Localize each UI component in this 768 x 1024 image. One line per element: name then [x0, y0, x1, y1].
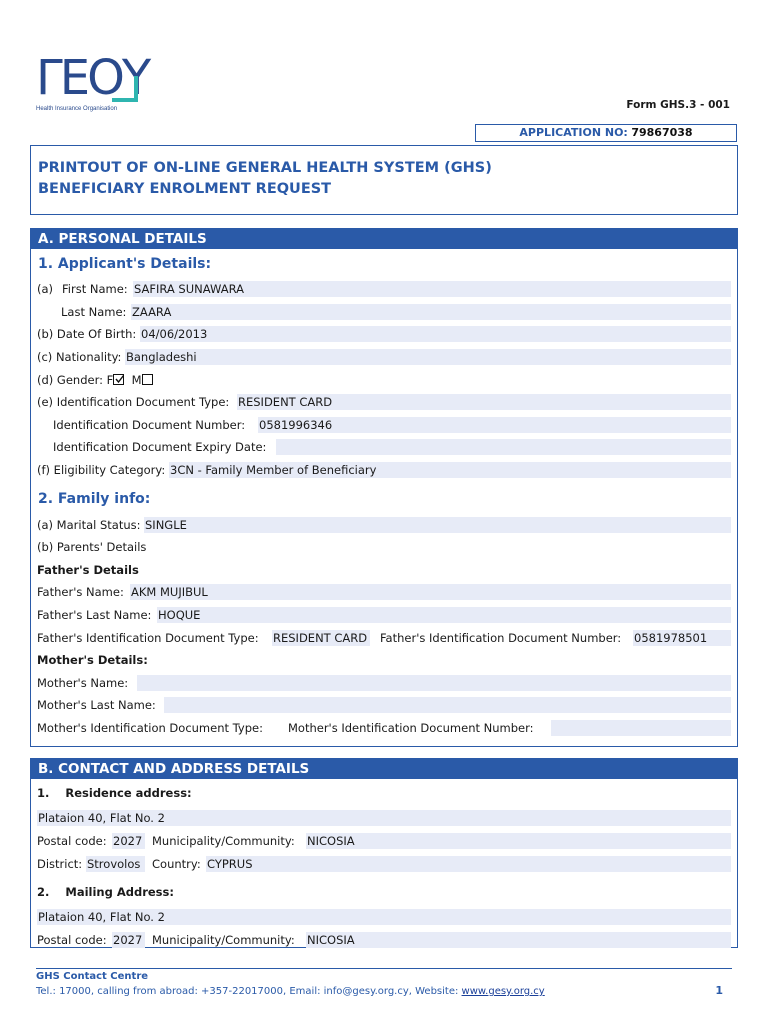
- form-number: Form GHS.3 - 001: [626, 99, 730, 111]
- first-name-field: SAFIRA SUNAWARA: [133, 281, 731, 297]
- footer-contact-text: Tel.: 17000, calling from abroad: +357-22017000, Email: info@gesy.org.cy, Website:: [36, 986, 462, 997]
- father-name-label: Father's Name:: [37, 585, 124, 599]
- residence-country-label: Country:: [152, 857, 201, 871]
- footer-contact: [36, 986, 545, 997]
- mother-id-number-label: Mother's Identification Document Number:: [288, 721, 534, 735]
- mother-last-field: [164, 697, 731, 713]
- mother-id-row: [37, 720, 731, 736]
- mother-name-field: [137, 675, 731, 691]
- id-expiry-row: [37, 439, 731, 455]
- section-personal-details: [30, 228, 738, 747]
- dob-label: (b) Date Of Birth:: [37, 327, 137, 341]
- mother-last-row: [37, 697, 731, 713]
- application-number-box: [475, 124, 737, 142]
- father-id-row: [37, 630, 731, 646]
- eligibility-label: (f) Eligibility Category:: [37, 463, 166, 477]
- mailing-postal-field: 2027: [112, 932, 145, 948]
- mother-id-number-field: [551, 720, 731, 736]
- id-type-field: RESIDENT CARD: [237, 394, 731, 410]
- residence-heading: 1. Residence address:: [37, 786, 192, 800]
- nationality-row: [37, 349, 731, 365]
- father-id-type-field: RESIDENT CARD: [272, 630, 370, 646]
- marital-label: (a) Marital Status:: [37, 518, 141, 532]
- mailing-postal-row: [37, 932, 731, 948]
- last-name-row: [37, 304, 731, 320]
- father-last-row: [37, 607, 731, 623]
- parents-row: [37, 539, 731, 555]
- father-id-number-label: Father's Identification Document Number:: [380, 631, 622, 645]
- dob-row: [37, 326, 731, 342]
- page-number: 1: [715, 984, 723, 997]
- gesy-logo: [36, 42, 156, 116]
- gender-row: [37, 372, 731, 388]
- eligibility-field: 3CN - Family Member of Beneficiary: [169, 462, 731, 478]
- residence-district-label: District:: [37, 857, 83, 871]
- marital-field: SINGLE: [144, 517, 731, 533]
- gender-m-checkbox[interactable]: [142, 374, 153, 385]
- gender-m-label: M: [131, 373, 142, 387]
- id-number-field: 0581996346: [258, 417, 731, 433]
- marital-row: [37, 517, 731, 533]
- family-info-heading: 2. Family info:: [38, 491, 151, 507]
- title-line-2: BENEFICIARY ENROLMENT REQUEST: [38, 181, 332, 197]
- mailing-postal-label: Postal code:: [37, 933, 107, 947]
- application-number: 79867038: [631, 126, 693, 139]
- section-a-heading: A. PERSONAL DETAILS: [31, 229, 737, 249]
- logo-wordmark: ΓΕΟΥ: [36, 50, 149, 106]
- id-type-label: (e) Identification Document Type:: [37, 395, 230, 409]
- residence-street-field: Plataion 40, Flat No. 2: [37, 810, 731, 826]
- residence-municipality-label: Municipality/Community:: [152, 834, 295, 848]
- footer-divider: [36, 968, 732, 969]
- parents-label: (b) Parents' Details: [37, 540, 147, 554]
- gender-f-label: F: [106, 373, 114, 387]
- gender-f-checkbox[interactable]: [113, 374, 124, 385]
- mother-last-label: Mother's Last Name:: [37, 698, 156, 712]
- id-expiry-label: Identification Document Expiry Date:: [53, 440, 267, 454]
- mother-name-row: [37, 675, 731, 691]
- father-name-field: AKM MUJIBUL: [130, 584, 731, 600]
- logo-org-name: Health Insurance Organisation: [36, 106, 118, 112]
- mother-heading: Mother's Details:: [37, 653, 148, 667]
- father-heading: Father's Details: [37, 563, 139, 577]
- id-expiry-field: [276, 439, 731, 455]
- footer-website-link[interactable]: www.gesy.org.cy: [461, 986, 545, 997]
- footer-title: GHS Contact Centre: [36, 971, 149, 982]
- mailing-street-field: Plataion 40, Flat No. 2: [37, 909, 731, 925]
- eligibility-row: [37, 462, 731, 478]
- residence-street-row: [37, 810, 731, 826]
- mailing-heading: 2. Mailing Address:: [37, 885, 174, 899]
- id-number-row: [37, 417, 731, 433]
- nationality-field: Bangladeshi: [125, 349, 731, 365]
- check-icon: [114, 374, 125, 385]
- residence-country-field: CYPRUS: [206, 856, 731, 872]
- application-label: APPLICATION NO:: [519, 126, 628, 139]
- mother-id-type-label: Mother's Identification Document Type:: [37, 721, 263, 735]
- nationality-label: (c) Nationality:: [37, 350, 122, 364]
- father-id-type-label: Father's Identification Document Type:: [37, 631, 259, 645]
- gender-label: (d) Gender:: [37, 373, 103, 387]
- applicant-details-heading: 1. Applicant's Details:: [38, 256, 212, 272]
- first-name-row: [37, 281, 731, 297]
- mailing-municipality-field: NICOSIA: [306, 932, 731, 948]
- father-last-field: HOQUE: [157, 607, 731, 623]
- mailing-municipality-label: Municipality/Community:: [152, 933, 295, 947]
- father-last-label: Father's Last Name:: [37, 608, 152, 622]
- mailing-street-row: [37, 909, 731, 925]
- title-line-1: PRINTOUT OF ON-LINE GENERAL HEALTH SYSTEM (GHS): [38, 160, 492, 176]
- residence-district-field: Strovolos: [86, 856, 145, 872]
- residence-district-row: [37, 856, 731, 872]
- father-name-row: [37, 584, 731, 600]
- last-name-field: ZAARA: [131, 304, 731, 320]
- id-type-row: [37, 394, 731, 410]
- residence-postal-row: [37, 833, 731, 849]
- residence-postal-label: Postal code:: [37, 834, 107, 848]
- title-box: [30, 145, 738, 215]
- father-id-number-field: 0581978501: [633, 630, 731, 646]
- section-contact-address: [30, 758, 738, 948]
- residence-postal-field: 2027: [112, 833, 145, 849]
- last-name-label: Last Name:: [61, 305, 127, 319]
- first-name-prefix: (a): [37, 282, 54, 296]
- section-b-heading: B. CONTACT AND ADDRESS DETAILS: [31, 759, 737, 779]
- residence-municipality-field: NICOSIA: [306, 833, 731, 849]
- first-name-label: First Name:: [62, 282, 128, 296]
- dob-field: 04/06/2013: [140, 326, 731, 342]
- id-number-label: Identification Document Number:: [53, 418, 246, 432]
- mother-name-label: Mother's Name:: [37, 676, 129, 690]
